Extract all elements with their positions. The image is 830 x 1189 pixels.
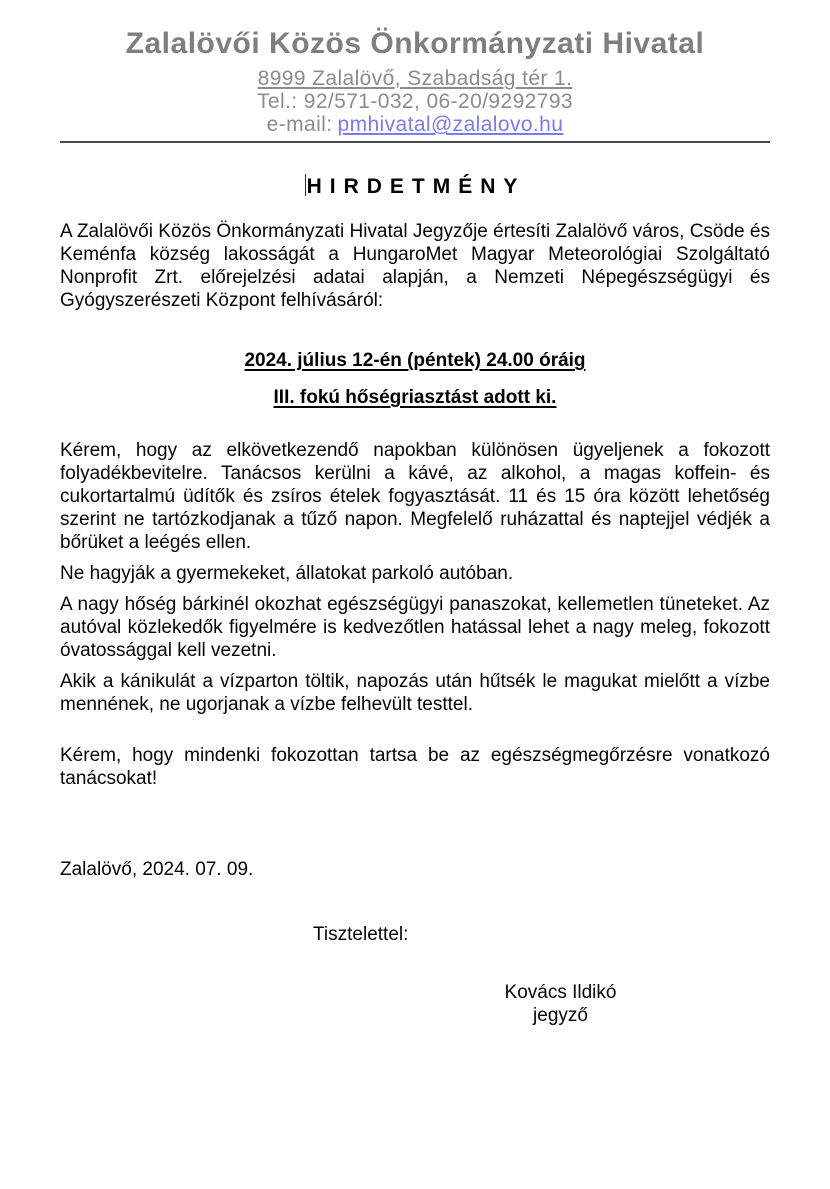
organization-address: 8999 Zalalövő, Szabadság tér 1.: [257, 67, 573, 90]
organization-name: Zalalövői Közös Önkormányzati Hivatal: [125, 27, 705, 60]
heat-alert-date-line: [60, 349, 770, 372]
date-line: Zalalövő, 2024. 07. 09.: [60, 859, 254, 880]
advice-paragraph-health-driving: A nagy hőség bárkinél okozhat egészségügyi panaszokat, kellemetlen tüneteket. Az autóval közlekedők figyelmére is kedvezőtlen hatással lehet a nagy meleg, fokozott óvatossággal kell vezetni.: [60, 594, 770, 661]
signature-title: jegyző: [533, 1005, 588, 1026]
closing-salutation: Tisztelettel:: [313, 924, 409, 945]
closing-request-paragraph: Kérem, hogy mindenki fokozottan tartsa be az egészségmegőrzésre vonatkozó tanácsokat!: [60, 745, 770, 789]
organization-phone: Tel.: 92/571-032, 06-20/9292793: [257, 90, 573, 113]
heat-alert-level-line: [60, 386, 770, 409]
document-body: [60, 174, 770, 1027]
letterhead: [60, 26, 770, 143]
document-heading-text: HIRDETMÉNY: [306, 175, 526, 198]
text-cursor: [305, 174, 306, 196]
signature-block: [458, 981, 663, 1027]
document-heading: [60, 174, 770, 200]
header-divider: [60, 141, 770, 143]
email-link[interactable]: pmhivatal@zalalovo.hu: [337, 113, 564, 136]
heat-alert-level-text: III. fokú hőségriasztást adott ki.: [273, 387, 557, 408]
email-label: e-mail:: [266, 113, 333, 136]
heat-alert-date-text: 2024. július 12-én (péntek) 24.00 óráig: [244, 350, 586, 371]
advice-paragraph-waterside: Akik a kánikulát a vízparton töltik, napozás után hűtsék le magukat mielőtt a vízbe mennének, ne ugorjanak a vízbe felhevült testtel.: [60, 671, 770, 715]
intro-paragraph: A Zalalövői Közös Önkormányzati Hivatal Jegyzője értesíti Zalalövő város, Csöde és Keménfa község lakosságát a HungaroMet Magyar Meteorológiai Szolgáltató Nonprofit Zrt. előrejelzési adatai alapján, a Nemzeti Népegészségügyi és Gyógyszerészeti Központ felhívásáról:: [60, 221, 770, 311]
advice-paragraph-hydration: Kérem, hogy az elkövetkezendő napokban különösen ügyeljenek a fokozott folyadékbevitelre. Tanácsos kerülni a kávé, az alkohol, a magas koffein- és cukortartalmú üdítők és zsíros ételek fogyasztását. 11 és 15 óra között lehetőség szerint ne tartózkodjanak a tűző napon. Megfelelő ruházattal és naptejjel védjék a bőrüket a leégés ellen.: [60, 440, 770, 553]
signature-name: Kovács Ildikó: [504, 982, 617, 1003]
organization-email-line: [60, 113, 770, 136]
advice-paragraph-children-pets: Ne hagyják a gyermekeket, állatokat parkoló autóban.: [60, 563, 514, 584]
